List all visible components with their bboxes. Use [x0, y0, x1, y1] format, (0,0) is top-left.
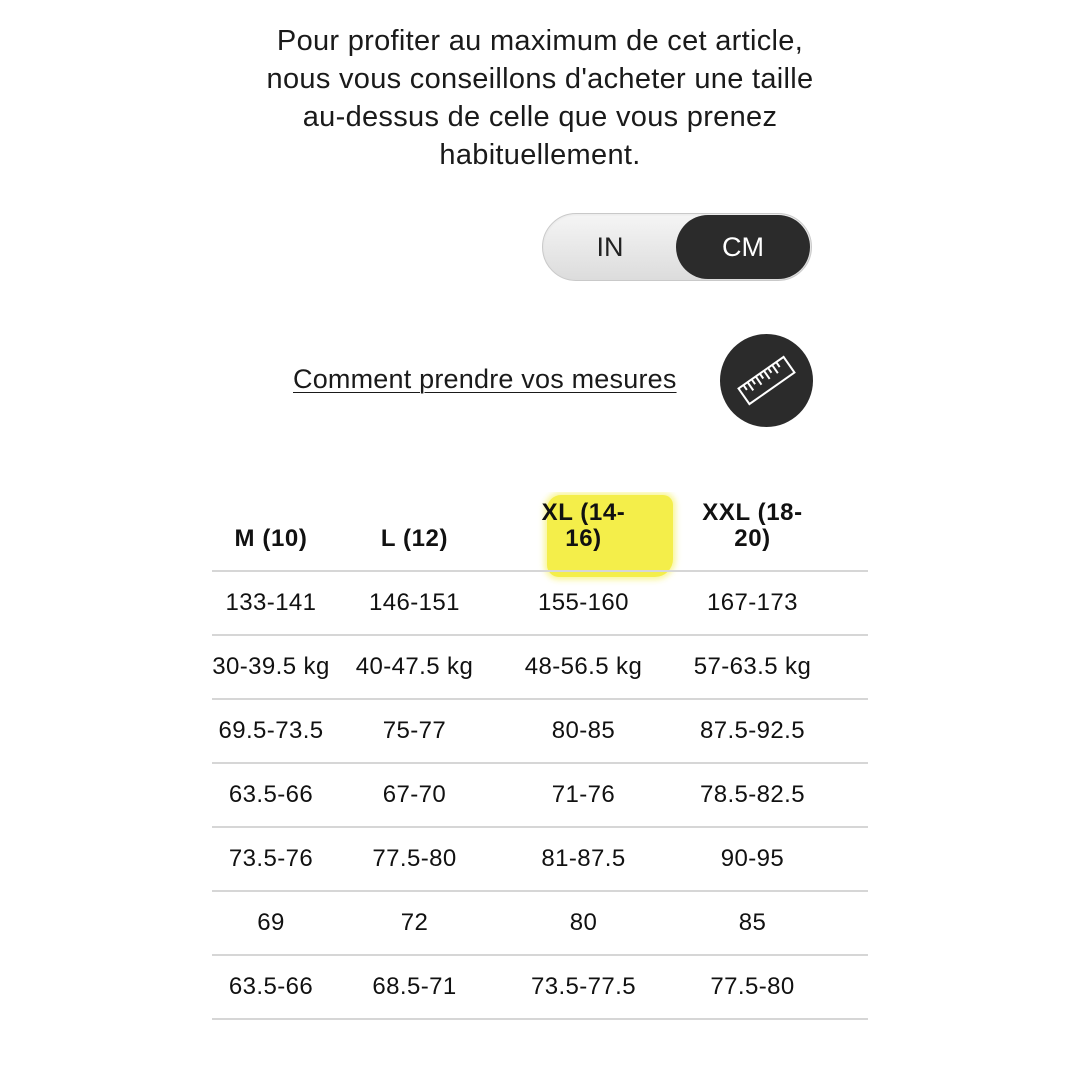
table-cell: 80-85: [551, 717, 616, 744]
table-cell: 146-151: [369, 589, 460, 616]
table-cell: 133-141: [225, 589, 317, 616]
advice-line: Pour profiter au maximum de cet article,: [276, 25, 804, 57]
table-cell: 77.5-80: [710, 973, 795, 1000]
table-row: [212, 764, 868, 828]
table-cell: 167-173: [707, 589, 798, 616]
unit-option-in[interactable]: IN: [596, 232, 624, 262]
size-advice-text: [200, 22, 880, 174]
table-cell: 69.5-73.5: [218, 717, 324, 744]
table-cell: 63.5-66: [228, 973, 314, 1000]
table-cell: 90-95: [720, 845, 785, 872]
table-cell: 71-76: [551, 781, 616, 808]
table-cell: 57-63.5 kg: [693, 653, 812, 680]
table-row: [212, 956, 868, 1020]
table-cell: 40-47.5 kg: [355, 653, 474, 680]
advice-line: nous vous conseillons d'acheter une taille: [266, 63, 814, 95]
table-cell: 85: [738, 909, 767, 936]
table-cell: 73.5-76: [228, 845, 314, 872]
table-cell: 75-77: [382, 717, 447, 744]
table-cell: 68.5-71: [372, 973, 457, 1000]
table-cell: 69: [257, 909, 285, 936]
header-size-m: M (10): [234, 525, 308, 552]
table-cell: 87.5-92.5: [699, 717, 805, 744]
advice-line: au-dessus de celle que vous prenez: [302, 101, 778, 133]
table-cell: 155-160: [538, 589, 629, 616]
table-row: [212, 700, 868, 764]
table-cell: 80: [569, 909, 598, 936]
advice-line: habituellement.: [439, 139, 641, 171]
header-size-l: L (12): [380, 525, 449, 552]
table-row: [212, 892, 868, 956]
table-cell: 48-56.5 kg: [524, 653, 643, 680]
ruler-icon: [720, 334, 813, 427]
table-row: [212, 828, 868, 892]
how-to-measure-button[interactable]: [720, 334, 813, 427]
unit-toggle[interactable]: [542, 213, 812, 281]
table-cell: 77.5-80: [372, 845, 457, 872]
table-row: [212, 636, 868, 700]
size-chart-header-row: [212, 492, 868, 572]
table-cell: 81-87.5: [541, 845, 626, 872]
table-cell: 30-39.5 kg: [212, 653, 330, 680]
table-row: [212, 572, 868, 636]
header-size-xl: XL (14- 16): [541, 499, 626, 552]
table-cell: 73.5-77.5: [530, 973, 636, 1000]
table-cell: 72: [400, 909, 429, 936]
unit-option-cm[interactable]: CM: [676, 215, 810, 279]
table-cell: 67-70: [382, 781, 447, 808]
size-chart-table: [212, 492, 868, 1020]
table-cell: 63.5-66: [228, 781, 314, 808]
table-cell: 78.5-82.5: [699, 781, 805, 808]
how-to-measure-link[interactable]: Comment prendre vos mesures: [293, 364, 677, 394]
header-size-xxl: XXL (18- 20): [702, 499, 803, 552]
